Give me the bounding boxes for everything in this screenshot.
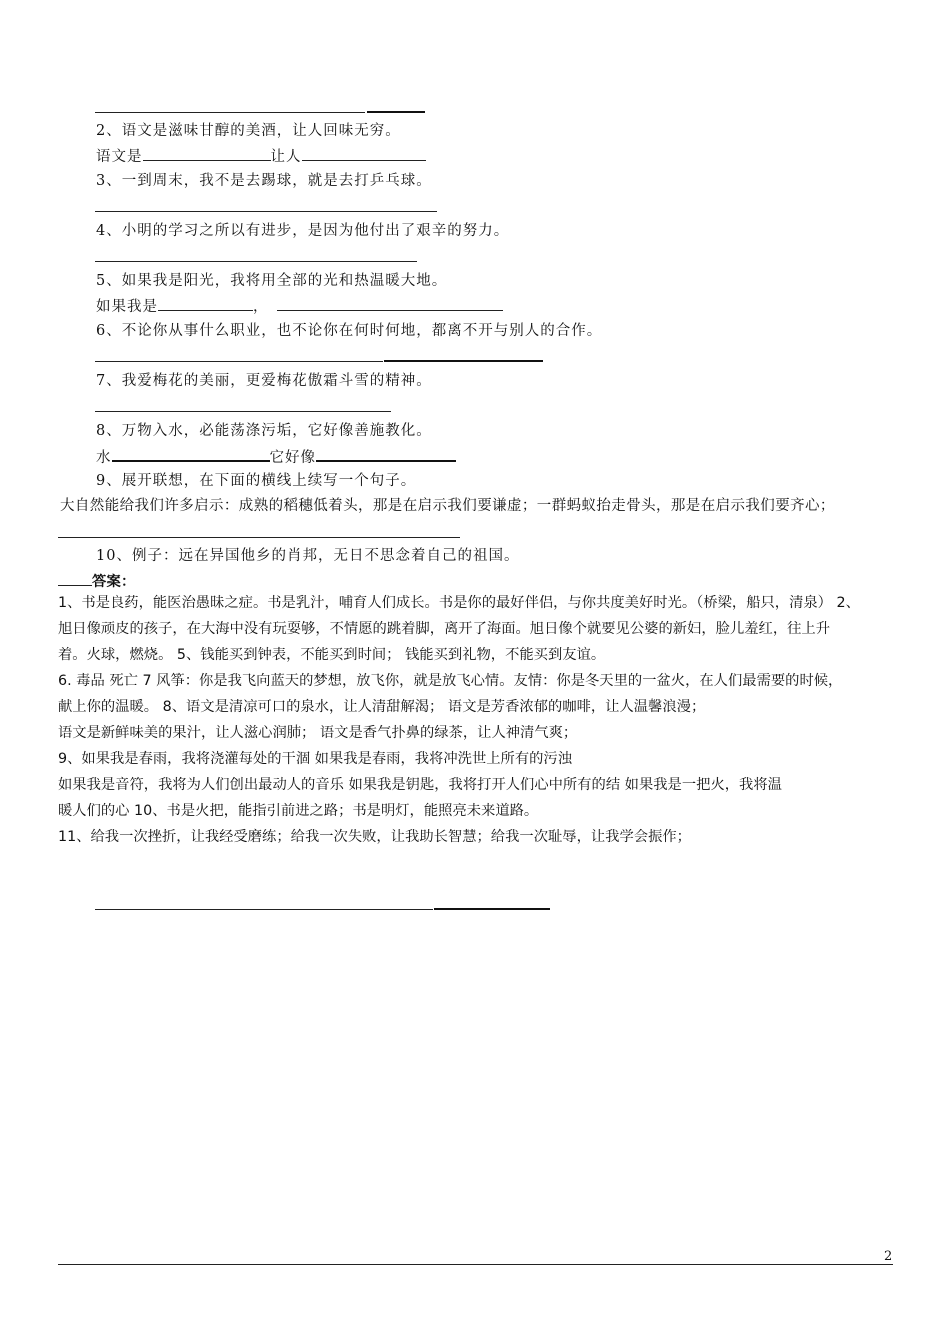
fill-blank[interactable] <box>316 446 456 462</box>
fill-mid: ， <box>253 299 269 315</box>
question-9: 9、展开联想，在下面的横线上续写一个句子。 <box>96 473 417 489</box>
answer-line-q7 <box>95 411 391 412</box>
answers-body <box>58 590 903 850</box>
answer-line-q6 <box>95 361 383 362</box>
fill-blank[interactable] <box>112 446 270 462</box>
answer-line: 6. 毒品 死亡 7 风筝：你是我飞向蓝天的梦想，放飞你，就是放飞心情。友情：你是冬天里的一盆火，在人们最需要的时候， <box>58 673 843 689</box>
answer-line-q9 <box>58 537 460 538</box>
answer-line: 1、书是良药，能医治愚昧之症。书是乳汁，哺育人们成长。书是你的最好伴侣，与你共度美好时光。（桥梁，船只，清泉） 2、 <box>58 595 860 611</box>
answer-line: 旭日像顽皮的孩子，在大海中没有玩耍够，不情愿的跳着脚，离开了海面。旭日像个就要见公婆的新妇，脸儿羞红，往上升 <box>58 621 831 637</box>
answer-line: 11、给我一次挫折，让我经受磨练；给我一次失败，让我助长智慧；给我一次耻辱，让我学会振作； <box>58 829 691 845</box>
fill-blank[interactable] <box>158 296 253 311</box>
fill-mid: 它好像 <box>269 450 316 466</box>
question-5: 5、如果我是阳光，我将用全部的光和热温暖大地。 <box>96 273 448 289</box>
answer-line: 语文是新鲜味美的果汁，让人滋心润肺； 语文是香气扑鼻的绿茶，让人神清气爽； <box>58 725 578 741</box>
heading-underline <box>58 571 92 586</box>
question-8: 8、万物入水，必能荡涤污垢，它好像善施教化。 <box>96 423 432 439</box>
page-number: 2 <box>884 1249 894 1264</box>
answers-heading <box>58 571 136 592</box>
fill-blank[interactable] <box>302 146 426 161</box>
fill-prefix: 水 <box>96 450 112 466</box>
answer-line-q1-end <box>367 111 425 113</box>
fill-mid: 让人 <box>270 149 302 165</box>
question-3: 3、一到周末，我不是去踢球，就是去打乒乓球。 <box>96 173 432 189</box>
answer-line-trailing <box>95 909 433 910</box>
answer-line: 9、如果我是春雨，我将浇灌每处的干涸 如果我是春雨，我将冲洗世上所有的污浊 <box>58 751 573 767</box>
fill-prefix: 如果我是 <box>96 299 158 315</box>
fill-prefix: 语文是 <box>96 149 143 165</box>
answer-line: 献上你的温暖。 8、语文是清凉可口的泉水，让人清甜解渴； 语文是芳香浓郁的咖啡，让人温馨浪漫； <box>58 699 706 715</box>
question-5-fill <box>96 296 503 317</box>
question-4: 4、小明的学习之所以有进步，是因为他付出了艰辛的努力。 <box>96 223 510 239</box>
answer-line: 着。火球，燃烧。 5、钱能买到钟表，不能买到时间； 钱能买到礼物，不能买到友谊。 <box>58 647 606 663</box>
answer-line-q4 <box>95 261 417 262</box>
answer-line-q6-end <box>384 360 543 362</box>
question-8-fill <box>96 446 456 468</box>
answer-line-q3 <box>95 211 437 212</box>
question-2-fill <box>96 146 426 167</box>
answer-line: 如果我是音符，我将为人们创出最动人的音乐 如果我是钥匙，我将打开人们心中所有的结 如果我是一把火，我将温 <box>58 777 782 793</box>
answer-line: 暖人们的心 10、书是火把，能指引前进之路；书是明灯，能照亮未来道路。 <box>58 803 539 819</box>
answer-line-trailing-end <box>434 908 550 910</box>
fill-blank[interactable] <box>143 146 271 161</box>
question-6: 6、不论你从事什么职业，也不论你在何时何地，都离不开与别人的合作。 <box>96 323 603 339</box>
answer-line-q1 <box>95 112 365 113</box>
question-9-prompt: 大自然能给我们许多启示：成熟的稻穗低着头，那是在启示我们要谦虚；一群蚂蚁抬走骨头，那是在启示我们要齐心； <box>60 498 835 514</box>
question-10: 10、例子：远在异国他乡的肖邦，无日不思念着自己的祖国。 <box>96 548 520 564</box>
question-7: 7、我爱梅花的美丽，更爱梅花傲霜斗雪的精神。 <box>96 373 432 389</box>
question-2: 2、语文是滋味甘醇的美酒，让人回味无穷。 <box>96 123 401 139</box>
answers-heading-label: 答案： <box>92 574 136 590</box>
fill-blank[interactable] <box>277 296 503 311</box>
footer-rule <box>58 1264 893 1265</box>
